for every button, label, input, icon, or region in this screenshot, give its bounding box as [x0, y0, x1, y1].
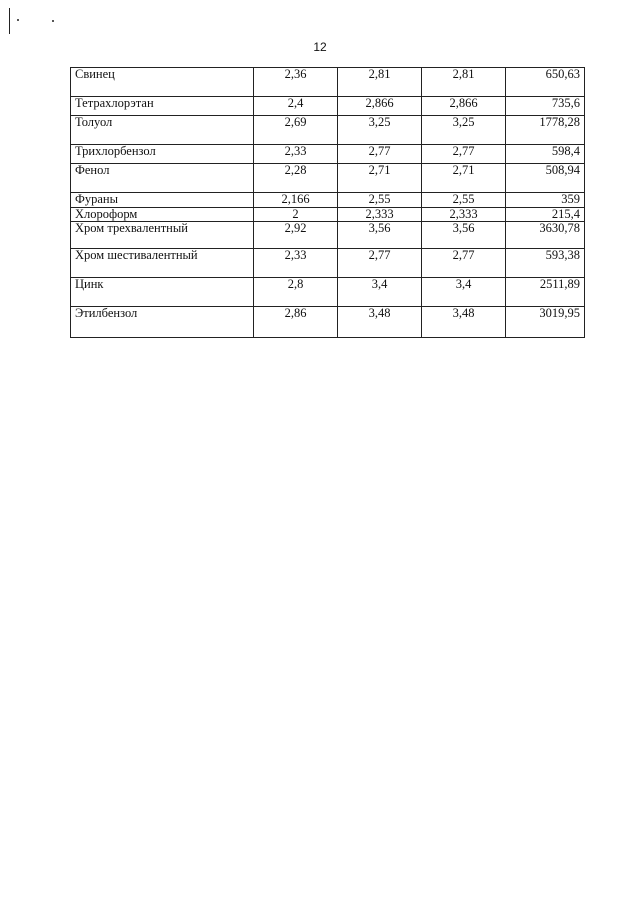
scan-artifact-dot [52, 20, 54, 22]
substance-name: Тетрахлорэтан [71, 97, 254, 116]
substance-name: Цинк [71, 278, 254, 307]
value-cell: 2,333 [338, 208, 422, 222]
value-cell: 2,8 [254, 278, 338, 307]
substance-name: Фенол [71, 164, 254, 193]
table-row [71, 164, 585, 193]
value-cell: 2,166 [254, 193, 338, 208]
value-cell: 3,4 [422, 278, 506, 307]
value-cell: 2,81 [338, 68, 422, 97]
value-cell: 3019,95 [506, 307, 585, 338]
table-row [71, 193, 585, 208]
value-cell: 2,28 [254, 164, 338, 193]
value-cell: 2,77 [422, 145, 506, 164]
substance-name: Этилбензол [71, 307, 254, 338]
substance-name: Толуол [71, 116, 254, 145]
value-cell: 3,56 [422, 222, 506, 249]
substance-name: Фураны [71, 193, 254, 208]
value-cell: 2,55 [422, 193, 506, 208]
page-number: 12 [313, 40, 327, 54]
table-row [71, 68, 585, 97]
table-row [71, 116, 585, 145]
table-row [71, 278, 585, 307]
value-cell: 593,38 [506, 249, 585, 278]
table-row [71, 97, 585, 116]
value-cell: 2,866 [338, 97, 422, 116]
table-row [71, 222, 585, 249]
value-cell: 2,36 [254, 68, 338, 97]
value-cell: 2,71 [338, 164, 422, 193]
value-cell: 2,77 [338, 145, 422, 164]
value-cell: 650,63 [506, 68, 585, 97]
table-row [71, 249, 585, 278]
value-cell: 2,92 [254, 222, 338, 249]
value-cell: 215,4 [506, 208, 585, 222]
value-cell: 1778,28 [506, 116, 585, 145]
value-cell: 3,25 [338, 116, 422, 145]
value-cell: 508,94 [506, 164, 585, 193]
scan-artifact-dot [17, 19, 19, 21]
value-cell: 2,33 [254, 145, 338, 164]
value-cell: 735,6 [506, 97, 585, 116]
value-cell: 2,55 [338, 193, 422, 208]
value-cell: 2,81 [422, 68, 506, 97]
value-cell: 2511,89 [506, 278, 585, 307]
value-cell: 2,77 [338, 249, 422, 278]
value-cell: 2,69 [254, 116, 338, 145]
value-cell: 598,4 [506, 145, 585, 164]
value-cell: 2 [254, 208, 338, 222]
value-cell: 3,48 [338, 307, 422, 338]
data-table [70, 67, 585, 338]
substance-name: Трихлорбензол [71, 145, 254, 164]
value-cell: 2,866 [422, 97, 506, 116]
value-cell: 3,25 [422, 116, 506, 145]
substance-name: Хром шестивалентный [71, 249, 254, 278]
value-cell: 3,48 [422, 307, 506, 338]
value-cell: 3630,78 [506, 222, 585, 249]
substance-name: Хром трехвалентный [71, 222, 254, 249]
table-row [71, 145, 585, 164]
value-cell: 2,4 [254, 97, 338, 116]
scan-artifact-bar [9, 8, 10, 34]
value-cell: 2,333 [422, 208, 506, 222]
value-cell: 2,77 [422, 249, 506, 278]
value-cell: 2,33 [254, 249, 338, 278]
table-row [71, 208, 585, 222]
value-cell: 359 [506, 193, 585, 208]
substance-name: Хлороформ [71, 208, 254, 222]
value-cell: 3,4 [338, 278, 422, 307]
table-row [71, 307, 585, 338]
value-cell: 2,86 [254, 307, 338, 338]
value-cell: 3,56 [338, 222, 422, 249]
substance-name: Свинец [71, 68, 254, 97]
value-cell: 2,71 [422, 164, 506, 193]
